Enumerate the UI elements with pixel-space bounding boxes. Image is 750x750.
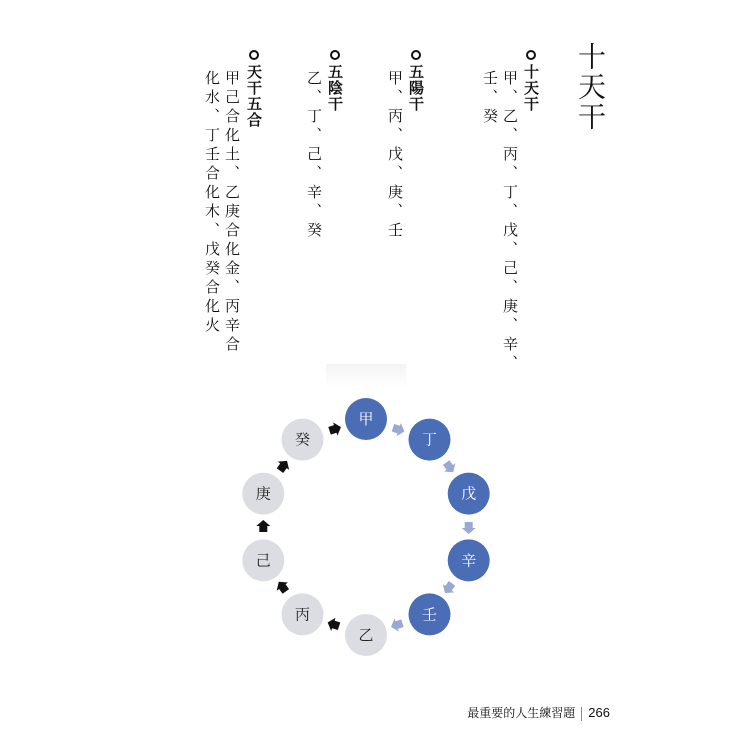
cycle-arrow [327,420,343,437]
stem-node [242,539,284,581]
diagram-title-backdrop [326,364,406,388]
stem-node-label: 壬 [421,605,438,624]
body-line: 甲、乙、丙、丁、戊、己、庚、辛、 [501,70,519,374]
stem-node-label: 戊 [461,484,477,503]
stem-node-label: 丙 [294,605,311,624]
stem-node [345,614,387,656]
stem-node [282,419,324,461]
footer-divider [581,707,582,721]
body-line: 乙、丁、己、辛、癸 [305,70,323,241]
cycle-arrow [439,579,457,597]
heading-text: 五陽干 [407,64,425,112]
cycle-arrow [273,578,291,596]
cycle-arrow [256,520,270,532]
stem-node-label: 甲 [358,410,374,428]
stem-node [282,593,324,635]
stem-node-label: 庚 [255,484,271,503]
stem-node [409,593,451,635]
body-line: 甲己合化土、乙庚合化金、丙辛合 [223,70,241,355]
stem-node-label: 己 [255,551,271,570]
stem-node-label: 辛 [461,551,477,570]
cycle-arrow [274,457,292,475]
cycle-arrow [389,616,405,633]
cycle-arrow [440,458,458,476]
body-line: 化水、丁壬合化木、戊癸合化火 [203,70,221,336]
heading-text: 十天干 [522,64,540,112]
body-line: 甲、丙、戊、庚、壬 [386,70,404,241]
stem-node [242,473,284,515]
book-title: 最重要的人生練習題 [467,706,576,720]
stem-node [448,539,490,581]
cycle-arrow [325,616,341,633]
stem-node [448,473,490,515]
heading-text: 五陰干 [326,64,344,112]
stem-node [409,419,451,461]
cycle-arrow [391,421,407,438]
stem-node-label: 乙 [358,626,374,644]
page-number: 266 [588,705,610,720]
page-title: 十天干 [574,42,607,132]
cycle-arrow [462,522,476,534]
stem-node-label: 癸 [294,430,311,449]
page-footer [467,704,610,721]
heading-text: 天干五合 [245,64,263,128]
body-line: 壬、癸 [481,70,499,127]
stem-node [345,398,387,440]
stem-node-label: 丁 [421,430,438,449]
